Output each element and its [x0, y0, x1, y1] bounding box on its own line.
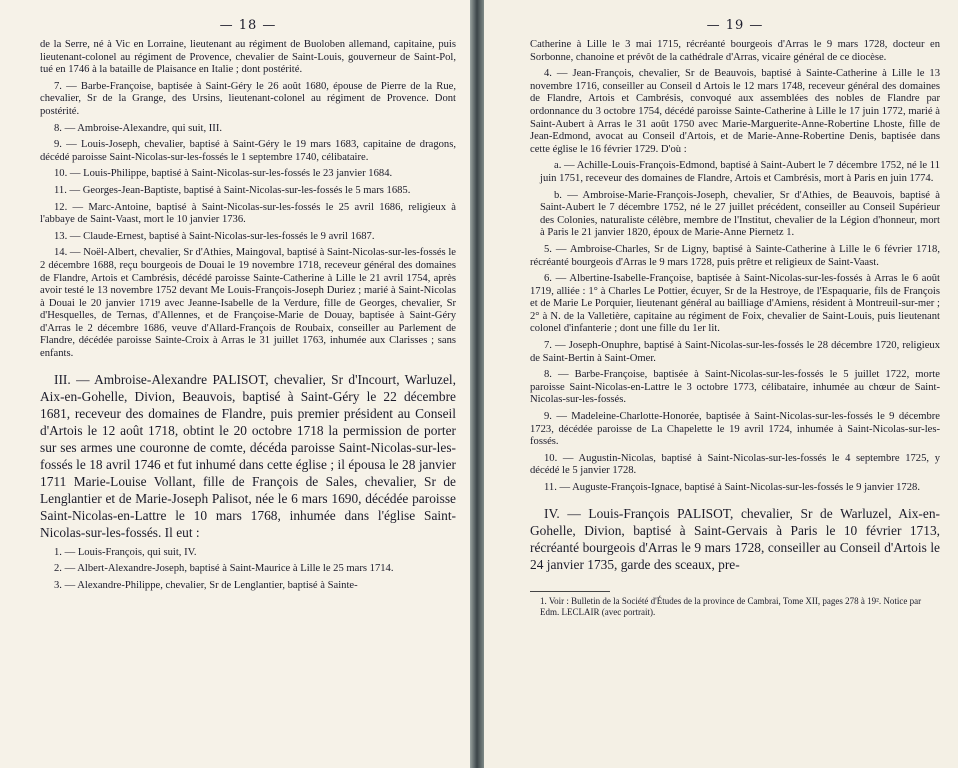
paragraph: 6. — Albertine-Isabelle-Françoise, baptisée à Saint-Nicolas-sur-les-fossés à Arras le 6 août 1719, alliée : 1° à Charles Le Pottier, écuyer, Sr de la Hestroye, de l'Espaquarie, fils de François et de Marie Le Porquier, lieutenant général au bailliage d'Amiens, résident à Montreuil-sur-mer ; 2° à N. de la Valletière, capitaine au régiment de Foix, chevalier de Saint-Louis, puis lieutenant colonel d'infanterie ; dont une fille du 1er lit.	[530, 273, 940, 335]
page-number: — 18 —	[219, 18, 277, 33]
section-heading-iii: III. — Ambroise-Alexandre PALISOT, chevalier, Sr d'Incourt, Warluzel, Aix-en-Gohelle, Divion, Beauvois, baptisé à Saint-Géry le 22 décembre 1681, receveur des domaines de Flandre, puis premier président au Conseil d'Artois le 12 août 1718, obtint le 20 octobre 1718 la permission de porter sur ses armes une couronne de comte, décéda paroisse Saint-Nicolas-sur-les-fossés le 18 avril 1746 et fut inhumé dans cette église ; il épousa le 28 janvier 1711 Marie-Louise Vollant, fille de François de Sales, chevalier, Sr de Lenglantier et de Marie-Joseph Palisot, née le 6 mars 1690, décédée paroisse Saint-Nicolas-en-Lattre le 10 mars 1768, inhumée dans l'église Saint-Nicolas-sur-les-fossés. Il eut :	[40, 371, 456, 540]
footnote: 1. Voir : Bulletin de la Société d'Études de la province de Cambrai, Tome XII, pages 278 à 19². Notice par Edm. LECLAIR (avec portrait).	[540, 595, 922, 617]
paragraph: 11. — Auguste-François-Ignace, baptisé à Saint-Nicolas-sur-les-fossés le 9 janvier 1728.	[544, 482, 920, 493]
right-page	[484, 0, 958, 768]
paragraph: Catherine à Lille le 3 mai 1715, récréanté bourgeois d'Arras le 9 mars 1728, docteur en Sorbonne, chanoine et prévôt de la cathédrale d'Arras, vicaire général de ce diocèse.	[530, 39, 940, 63]
paragraph: 9. — Louis-Joseph, chevalier, baptisé à Saint-Géry le 19 mars 1683, capitaine de dragons, décédé paroisse Saint-Nicolas-sur-les-fossés le 1 septembre 1740, célibataire.	[40, 139, 456, 163]
book-gutter	[470, 0, 484, 768]
sub-item: a. — Achille-Louis-François-Edmond, baptisé à Saint-Aubert le 7 décembre 1752, né le 11 juin 1751, receveur des domaines de Flandre, Artois et Cambrésis, mort à Paris en juin 1774.	[540, 160, 940, 184]
left-page	[0, 0, 470, 768]
paragraph: 5. — Ambroise-Charles, Sr de Ligny, baptisé à Sainte-Catherine à Lille le 6 février 1718, récréanté bourgeois d'Arras le 9 mars 1728, puis prêtre et religieux de Saint-Vaast.	[530, 243, 940, 268]
paragraph: 12. — Marc-Antoine, baptisé à Saint-Nicolas-sur-les-fossés le 25 avril 1686, religieux à l'abbaye de Saint-Vaast, mort le 10 janvier 1736.	[40, 201, 456, 226]
section-heading-iv: IV. — Louis-François PALISOT, chevalier, Sr de Warluzel, Aix-en-Gohelle, Divion, baptisé à Saint-Gervais à Paris le 10 février 1713, récréanté bourgeois d'Arras le 9 mars 1728, conseiller au Conseil d'Artois le 24 janvier 1735, garde des sceaux, pre-	[530, 505, 940, 572]
paragraph: 4. — Jean-François, chevalier, Sr de Beauvois, baptisé à Sainte-Catherine à Lille le 13 novembre 1716, conseiller au Conseil d Artois le 12 mars 1748, receveur général des domaines de Flandre, Artois et Cambrésis, convoqué aux assemblées des nobles de Flandre par ordonnance du 3 octobre 1754, décédé paroisse Sainte-Catherine à Lille le 17 juin 1772, marié à Saint-Aubert à Arras le 31 août 1750 avec Marie-Marguerite-Anne-Robertine Lhoste, fille de Jean-Edmond, avocat au Conseil d'Artois, et de Marie-Anne-Robertine Denis, baptisée dans cette église le 16 février 1729. D'où :	[530, 68, 940, 155]
paragraph: 10. — Louis-Philippe, baptisé à Saint-Nicolas-sur-les-fossés le 23 janvier 1684.	[54, 168, 393, 180]
list-item: 3. — Alexandre-Philippe, chevalier, Sr de Lenglantier, baptisé à Sainte-	[54, 579, 358, 591]
paragraph: 10. — Augustin-Nicolas, baptisé à Saint-Nicolas-sur-les-fossés le 4 septembre 1725, y décédé le 5 janvier 1728.	[530, 452, 940, 477]
paragraph: 8. — Barbe-Françoise, baptisée à Saint-Nicolas-sur-les-fossés le 5 juillet 1722, morte paroisse Saint-Nicolas-en-Lattre le 3 octobre 1773, célibataire, inhumée au chœur de Saint-Nicolas-sur-les-fossés.	[530, 369, 940, 406]
list-item: 1. — Louis-François, qui suit, IV.	[54, 546, 197, 558]
page-number: — 19 —	[706, 18, 764, 33]
paragraph: 8. — Ambroise-Alexandre, qui suit, III.	[54, 122, 222, 134]
paragraph: 7. — Joseph-Onuphre, baptisé à Saint-Nicolas-sur-les-fossés le 28 décembre 1720, religieux de Saint-Bertin à Saint-Omer.	[530, 340, 940, 364]
paragraph: de la Serre, né à Vic en Lorraine, lieutenant au régiment de Buoloben allemand, capitaine, puis lieutenant-colonel au régiment de Provence, chevalier de Saint-Louis, gouverneur de Saint-Pol, tué en 1746 à la bataille de Plaisance en Italie ; dont postérité.	[40, 39, 456, 76]
paragraph: 7. — Barbe-Françoise, baptisée à Saint-Géry le 26 août 1680, épouse de Pierre de la Rue, chevalier, Sr de la Grange, des Ursins, lieutenant-colonel au régiment de Provence. Dont postérité.	[40, 80, 456, 117]
list-item: 2. — Albert-Alexandre-Joseph, baptisé à Saint-Maurice à Lille le 25 mars 1714.	[54, 563, 394, 575]
paragraph: 9. — Madeleine-Charlotte-Honorée, baptisée à Saint-Nicolas-sur-les-fossés le 9 décembre 1723, décédée paroisse de La Chapelette le 19 avril 1724, inhumée à Saint-Nicolas-sur-les-fossés.	[530, 411, 940, 448]
footnote-rule	[530, 591, 610, 592]
paragraph: 13. — Claude-Ernest, baptisé à Saint-Nicolas-sur-les-fossés le 9 avril 1687.	[54, 230, 375, 242]
sub-item: b. — Ambroise-Marie-François-Joseph, chevalier, Sr d'Athies, de Beauvois, baptisé à Saint-Aubert le 7 décembre 1752, né le 27 juillet précédent, conseiller au Conseil Supérieur des Colonies, naturaliste célèbre, membre de l'Institut, chevalier de la Légion d'honneur, mort à Paris le 21 janvier 1820, époux de Marie-Anne Piernetz 1.	[540, 189, 940, 239]
paragraph: 11. — Georges-Jean-Baptiste, baptisé à Saint-Nicolas-sur-les-fossés le 5 mars 1685.	[54, 184, 411, 196]
paragraph: 14. — Noël-Albert, chevalier, Sr d'Athies, Maingoval, baptisé à Saint-Nicolas-sur-les-fossés le 2 décembre 1688, reçu bourgeois de Douai le 19 novembre 1718, receveur général des domaines de Flandre, Artois et Cambrésis, décédé paroisse Sainte-Catherine à Lille le 21 avril 1754, après avoir testé le 13 novembre 1752 devant Me Louis-François-Joseph Duriez ; marié à Saint-Nicolas à Douai le 20 janvier 1719 avec Jeanne-Isabelle de la Verdure, fille de Georges, chevalier, Sr d'Hesquelles, de Ternas, d'Allennes, et de Françoise-Marie de Douay, baptisée à Saint-Géry d'Arras le 2 décembre 1686, veuve d'Allard-François de Roubaix, conseiller au Parlement de Flandre, décédée paroisse Sainte-Croix à Arras le 31 juillet 1763, inhumée aux Clarisses ; sans enfants.	[40, 247, 456, 360]
